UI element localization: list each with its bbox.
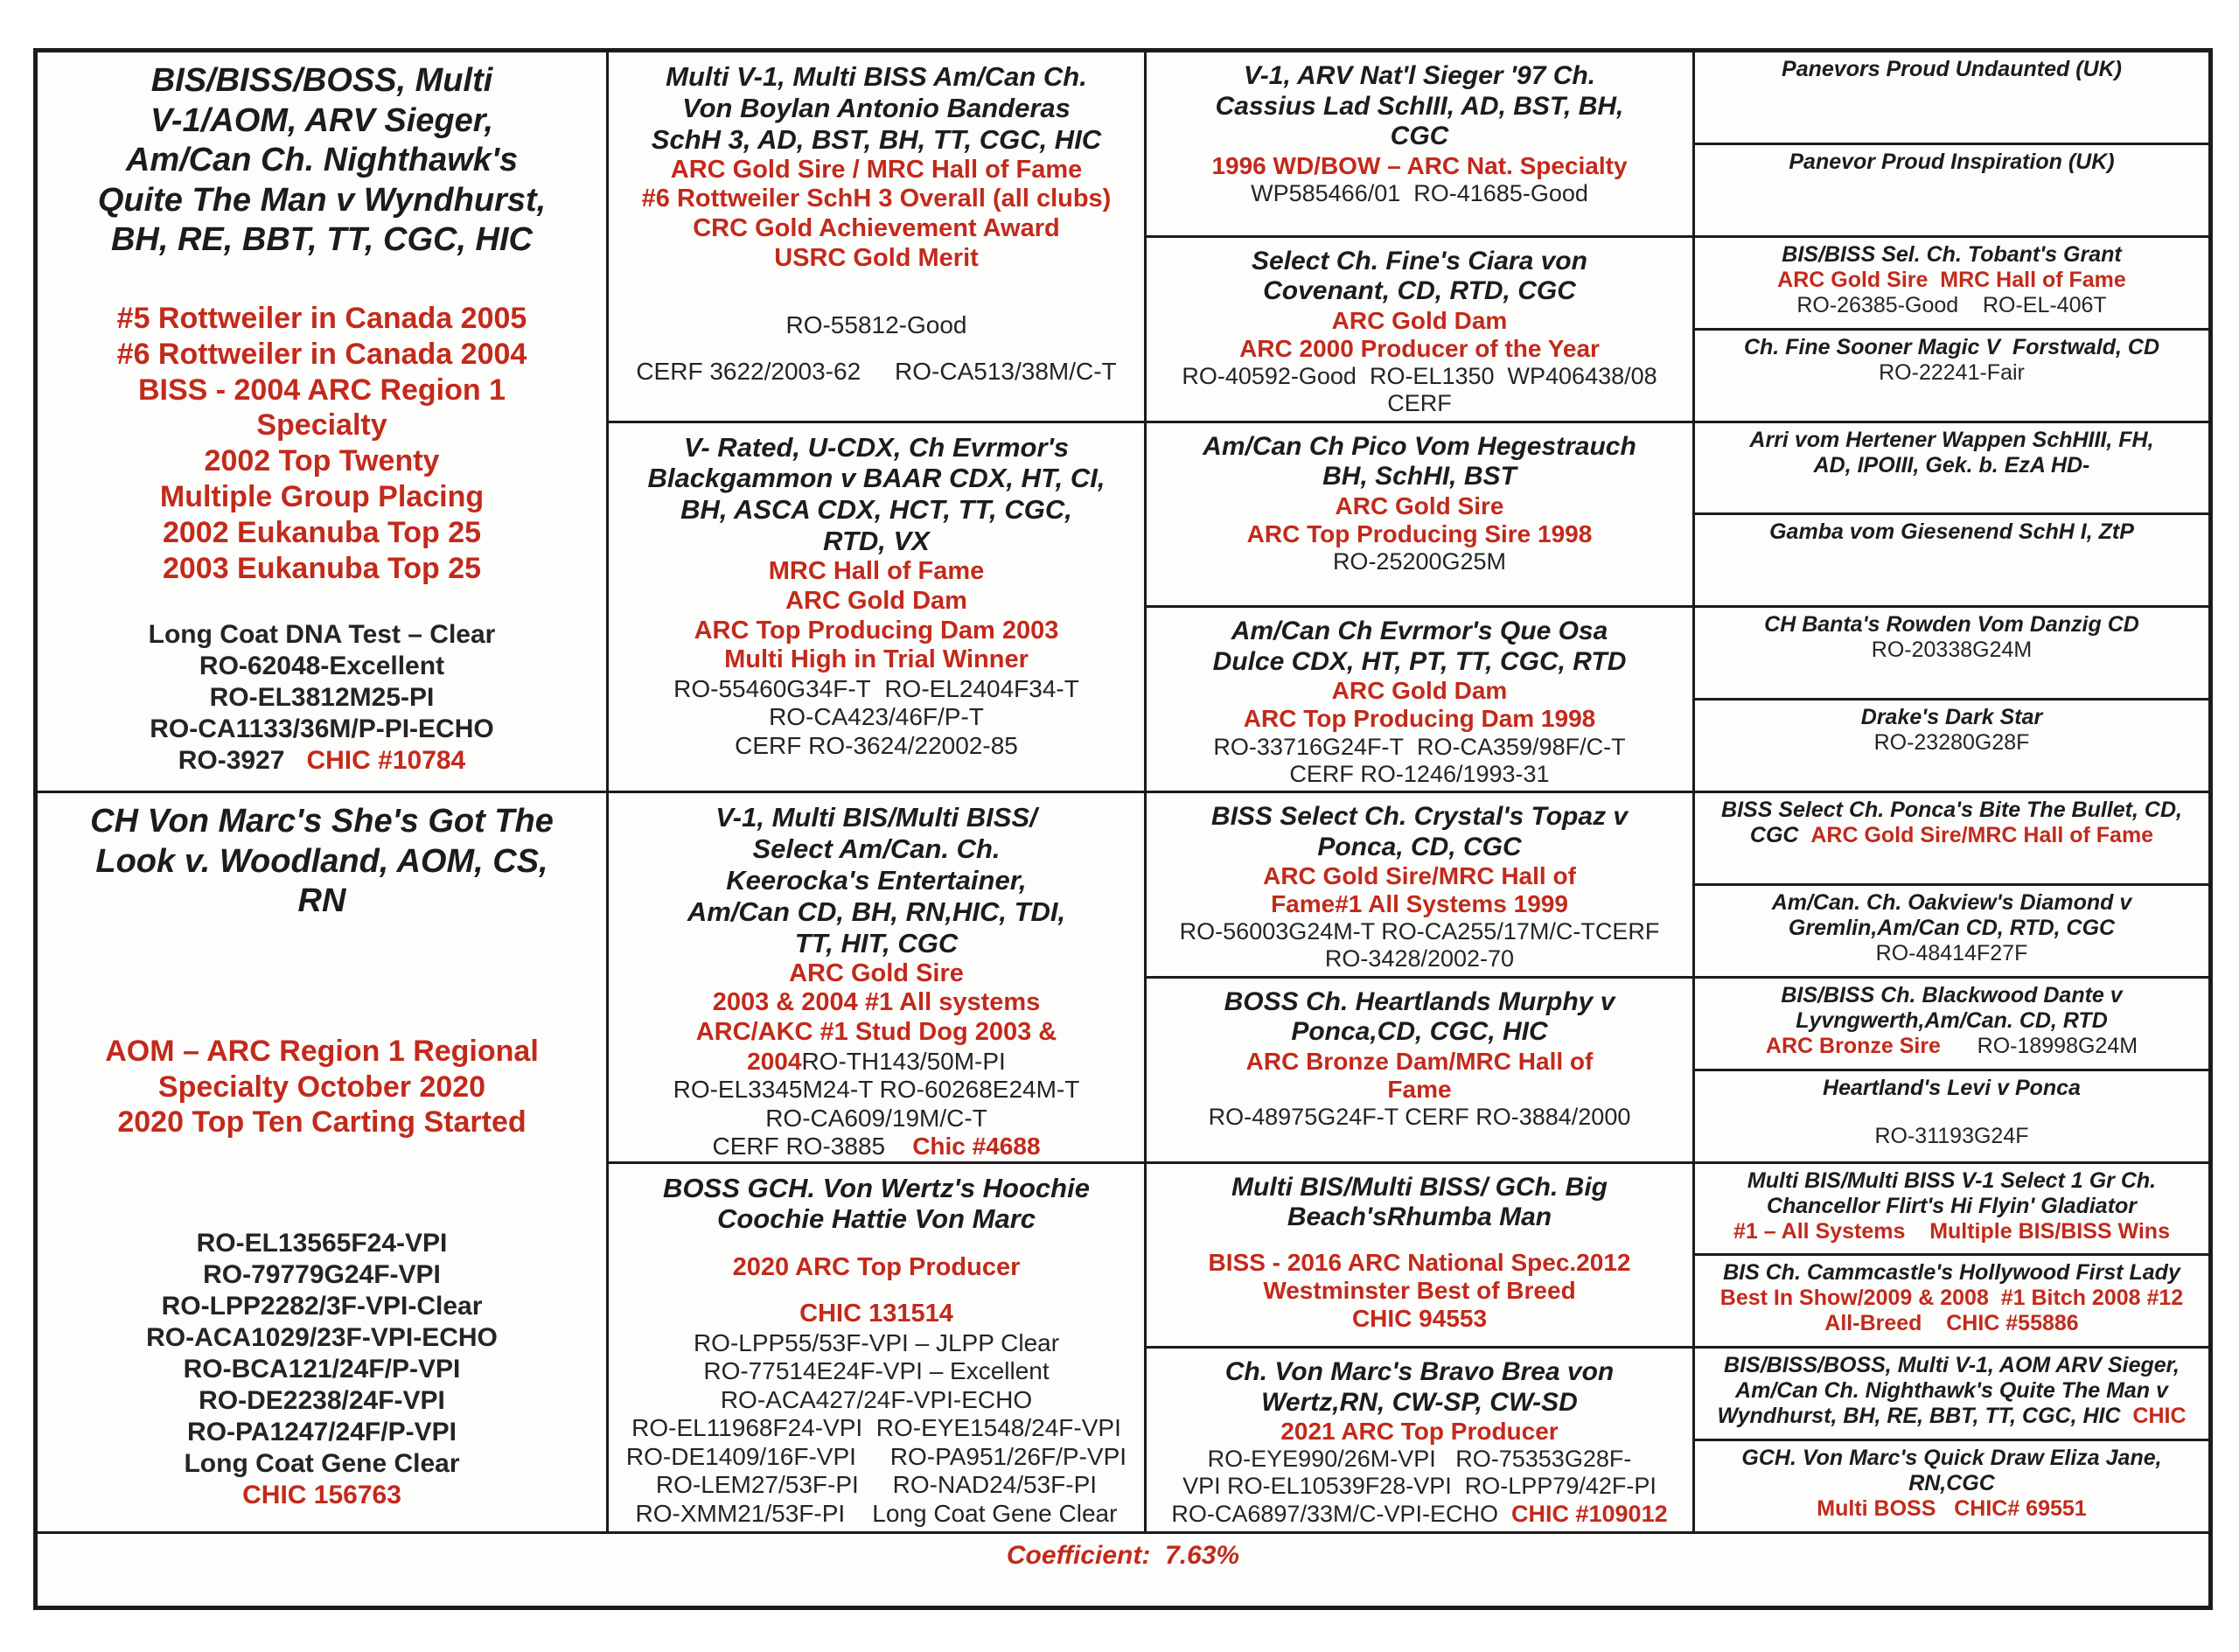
registration-numbers: 2004RO-TH143/50M-PI RO-EL3345M24-T RO-60268E24M-T RO-CA609/19M/C-T CERF RO-3885 Chic #4688 [673,1047,1080,1161]
great-great-grandparent-cell-10 [1695,886,2208,976]
dog-name: Gamba vom Giesenend SchH I, ZtP [1769,519,2134,545]
dog-name: Ch. Fine Sooner Magic V Forstwald, CD [1743,334,2160,359]
dog-name: BIS/BISS Sel. Ch. Tobant's Grant [1782,241,2122,267]
great-great-grandparent-cell-13 [1695,1164,2208,1254]
achievements: ARC Gold Dam ARC Top Producing Dam 1998 [1243,677,1596,733]
dog-name: Arri vom Hertener Wappen SchHIII, FH, AD, IPOIII, Gek. b. EzA HD- [1749,427,2154,477]
great-great-grandparent-cell-11 [1695,979,2208,1069]
dog-name: GCH. Von Marc's Quick Draw Eliza Jane, RN,CGC [1741,1446,2162,1496]
achievements: ARC Gold Sire MRC Hall of Fame [1777,267,2126,292]
paternal-grandsire-cell [609,52,1144,421]
great-grandparent-cell-5 [1147,793,1692,976]
registration-numbers: RO-26385-Good RO-EL-406T [1796,292,2107,317]
great-grandparent-cell-4 [1147,608,1692,791]
dog-name: BOSS Ch. Heartlands Murphy v Ponca,CD, CGC, HIC [1224,986,1615,1047]
dog-name: CH Von Marc's She's Got The Look v. Woodland, AOM, CS, RN [90,803,554,920]
dam-cell [38,793,606,1531]
dog-name: Select Ch. Fine's Ciara von Covenant, CD, RTD, CGC [1252,246,1587,306]
pedigree-sheet [33,48,2213,1610]
great-great-grandparent-cell-7 [1695,608,2208,698]
registration-numbers: RO-55812-Good [785,311,967,339]
achievements: CHIC 131514 [799,1300,953,1328]
great-great-grandparent-cell-4 [1695,331,2208,421]
great-great-grandparent-cell-12 [1695,1071,2208,1161]
registration-numbers: RO-22241-Fair [1879,359,2025,385]
registration-numbers: ARC Bronze Sire RO-18998G24M [1765,1033,2138,1058]
achievements: MRC Hall of Fame ARC Gold Dam ARC Top Producing Dam 2003 Multi High in Trial Winner [694,557,1059,674]
great-great-grandparent-cell-9 [1695,793,2208,883]
achievements: 1996 WD/BOW – ARC Nat. Specialty [1211,151,1628,179]
coefficient-value: Coefficient: 7.63% [1006,1541,1240,1570]
dog-name: BIS/BISS/BOSS, Multi V-1/AOM, ARV Sieger, Am/Can Ch. Nighthawk's Quite The Man v Wyndhurst, BH, RE, BBT, TT, CGC, HIC [97,62,547,259]
achievements: Multi BOSS CHIC# 69551 [1817,1496,2087,1522]
great-grandparent-cell-6 [1147,979,1692,1161]
achievements: #5 Rottweiler in Canada 2005 #6 Rottweiler in Canada 2004 BISS - 2004 ARC Region 1 Specialty 2002 Top Twenty Multiple Group Placing 2002 Eukanuba Top 25 2003 Eukanuba Top 25 [116,301,527,585]
registration-numbers: Long Coat DNA Test – Clear RO-62048-Excellent RO-EL3812M25-PI RO-CA1133/36M/P-PI-ECHO RO-3927 CHIC #10784 [148,620,496,776]
achievements: ARC Gold Sire/MRC Hall of Fame#1 All Systems 1999 [1263,862,1576,918]
great-great-grandparent-cell-5 [1695,423,2208,513]
paternal-granddam-cell [609,423,1144,791]
dog-name: Am/Can Ch Pico Vom Hegestrauch BH, SchHI, BST [1203,431,1636,491]
achievements: #1 – All Systems Multiple BIS/BISS Wins [1733,1218,2170,1244]
registration-numbers: RO-25200G25M [1332,547,1507,575]
dog-name: BISS Select Ch. Crystal's Topaz v Ponca, CD, CGC [1210,802,1629,861]
great-great-grandparent-cell-14 [1695,1256,2208,1346]
registration-numbers: RO-48414F27F [1875,940,2028,965]
registration-numbers: RO-LPP55/53F-VPI – JLPP Clear RO-77514E24F-VPI – Excellent RO-ACA427/24F-VPI-ECHO RO-EL11968F24-VPI RO-EYE1548/24F-VPI RO-DE1409/16F-VPI RO-PA951/26F/P-VPI RO-LEM27/53F-PI RO-NAD24/53F-PI RO-XMM21/53F-PI Long Coat Gene Clear [625,1328,1127,1527]
achievements: ARC Gold Dam ARC 2000 Producer of the Year [1239,306,1600,362]
achievements: ARC Gold Sire ARC Top Producing Sire 1998 [1246,491,1593,547]
dog-name: Multi BIS/Multi BISS V-1 Select 1 Gr Ch. Chancellor Flirt's Hi Flyin' Gladiator [1747,1168,2157,1218]
registration-numbers: RO-EYE990/26M-VPI RO-75353G28F- VPI RO-EL10539F28-VPI RO-LPP79/42F-PI RO-CA6897/33M/C-VPI-ECHO CHIC #109012 [1171,1446,1668,1527]
great-great-grandparent-cell-8 [1695,701,2208,791]
registration-numbers: RO-40592-Good RO-EL1350 WP406438/08 CERF [1182,363,1657,417]
achievements: 2021 ARC Top Producer [1280,1418,1559,1446]
registration-numbers: RO-20338G24M [1871,638,2033,663]
great-great-grandparent-cell-1 [1695,52,2208,143]
dog-name: V- Rated, U-CDX, Ch Evrmor's Blackgammon v BAAR CDX, HT, CI, BH, ASCA CDX, HCT, TT, CGC, RTD, VX [647,431,1106,557]
great-grandparent-cell-2 [1147,238,1692,421]
achievements: AOM – ARC Region 1 Regional Specialty October 2020 2020 Top Ten Carting Started [105,1034,539,1140]
achievements: ARC Gold Sire 2003 & 2004 #1 All systems ARC/AKC #1 Stud Dog 2003 & [695,958,1057,1047]
dog-name: Multi BIS/Multi BISS/ GCh. Big Beach'sRhumba Man [1231,1172,1608,1231]
great-great-grandparent-cell-6 [1695,515,2208,605]
dog-name: Drake's Dark Star [1860,705,2043,730]
dog-name: BIS/BISS/BOSS, Multi V-1, AOM ARV Sieger, Am/Can Ch. Nighthawk's Quite The Man v Wyndhurst, BH, RE, BBT, TT, CGC, HIC CHIC [1717,1353,2187,1429]
registration-numbers: RO-33716G24F-T RO-CA359/98F/C-T CERF RO-1246/1993-31 [1213,733,1626,787]
dog-name: Panevors Proud Undaunted (UK) [1782,57,2122,81]
dog-name: Am/Can Ch Evrmor's Que Osa Dulce CDX, HT, PT, TT, CGC, RTD [1212,617,1627,676]
achievements: ARC Bronze Dam/MRC Hall of Fame [1245,1047,1594,1103]
pedigree-table [33,48,2213,1610]
achievements: 2020 ARC Top Producer [732,1253,1021,1282]
registration-numbers: RO-55460G34F-T RO-EL2404F34-T RO-CA423/46F/P-T CERF RO-3624/22002-85 [673,674,1079,759]
registration-numbers: RO-56003G24M-T RO-CA255/17M/C-TCERF RO-3428/2002-70 [1179,918,1660,972]
dog-name: Am/Can. Ch. Oakview's Diamond v Gremlin,Am/Can CD, RTD, CGC [1771,889,2132,940]
dog-name: Panevor Proud Inspiration (UK) [1789,149,2115,174]
dog-name: Multi V-1, Multi BISS Am/Can Ch. Von Boylan Antonio Banderas SchH 3, AD, BST, BH, TT, CGC, HIC [651,61,1102,155]
great-great-grandparent-cell-15 [1695,1349,2208,1439]
dog-name: BOSS GCH. Von Wertz's Hoochie Coochie Hattie Von Marc [663,1172,1090,1235]
dog-name: BIS/BISS Ch. Blackwood Dante v Lyvngwerth,Am/Can. CD, RTD [1781,982,2123,1033]
great-grandparent-cell-1 [1147,52,1692,235]
registration-numbers: RO-48975G24F-T CERF RO-3884/2000 [1208,1104,1631,1131]
dog-name: V-1, Multi BIS/Multi BISS/ Select Am/Can. Ch. Keerocka's Entertainer, Am/Can CD, BH, RN,HIC, TDI, TT, HIT, CGC [687,802,1066,958]
great-grandparent-cell-8 [1147,1349,1692,1531]
dog-name: Heartland's Levi v Ponca [1823,1075,2081,1100]
dog-name: BISS Select Ch. Ponca's Bite The Bullet, CD, CGC ARC Gold Sire/MRC Hall of Fame [1721,798,2182,847]
dog-name: V-1, ARV Nat'l Sieger '97 Ch. Cassius Lad SchIII, AD, BST, BH, CGC [1215,61,1624,150]
maternal-granddam-cell [609,1164,1144,1532]
dog-name: BIS Ch. Cammcastle's Hollywood First Lady [1723,1260,2180,1286]
great-great-grandparent-cell-3 [1695,238,2208,328]
sire-cell [38,52,606,791]
dog-name: CH Banta's Rowden Vom Danzig CD [1764,612,2139,638]
achievements: ARC Gold Sire / MRC Hall of Fame #6 Rottweiler SchH 3 Overall (all clubs) CRC Gold Achievement Award USRC Gold Merit [641,155,1112,272]
registration-numbers: RO-31193G24F [1874,1123,2029,1148]
great-great-grandparent-cell-16 [1695,1441,2208,1531]
coefficient-row [38,1534,2208,1606]
great-grandparent-cell-7 [1147,1164,1692,1347]
registration-numbers: RO-EL13565F24-VPI RO-79779G24F-VPI RO-LPP2282/3F-VPI-Clear RO-ACA1029/23F-VPI-ECHO RO-BCA121/24F/P-VPI RO-DE2238/24F-VPI RO-PA1247/24F/P-VPI Long Coat Gene Clear CHIC 156763 [146,1229,498,1510]
maternal-grandsire-cell [609,793,1144,1161]
achievements: Best In Show/2009 & 2008 #1 Bitch 2008 #12 All-Breed CHIC #55886 [1719,1286,2184,1336]
great-grandparent-cell-3 [1147,423,1692,606]
dog-name: Ch. Von Marc's Bravo Brea von Wertz,RN, CW-SP, CW-SD [1224,1357,1615,1417]
registration-numbers: CERF 3622/2003-62 RO-CA513/38M/C-T [636,357,1117,385]
achievements: BISS - 2016 ARC National Spec.2012 Westminster Best of Breed CHIC 94553 [1208,1248,1631,1332]
registration-numbers: WP585466/01 RO-41685-Good [1251,179,1588,206]
registration-numbers: RO-23280G28F [1873,730,2030,756]
great-great-grandparent-cell-2 [1695,145,2208,235]
